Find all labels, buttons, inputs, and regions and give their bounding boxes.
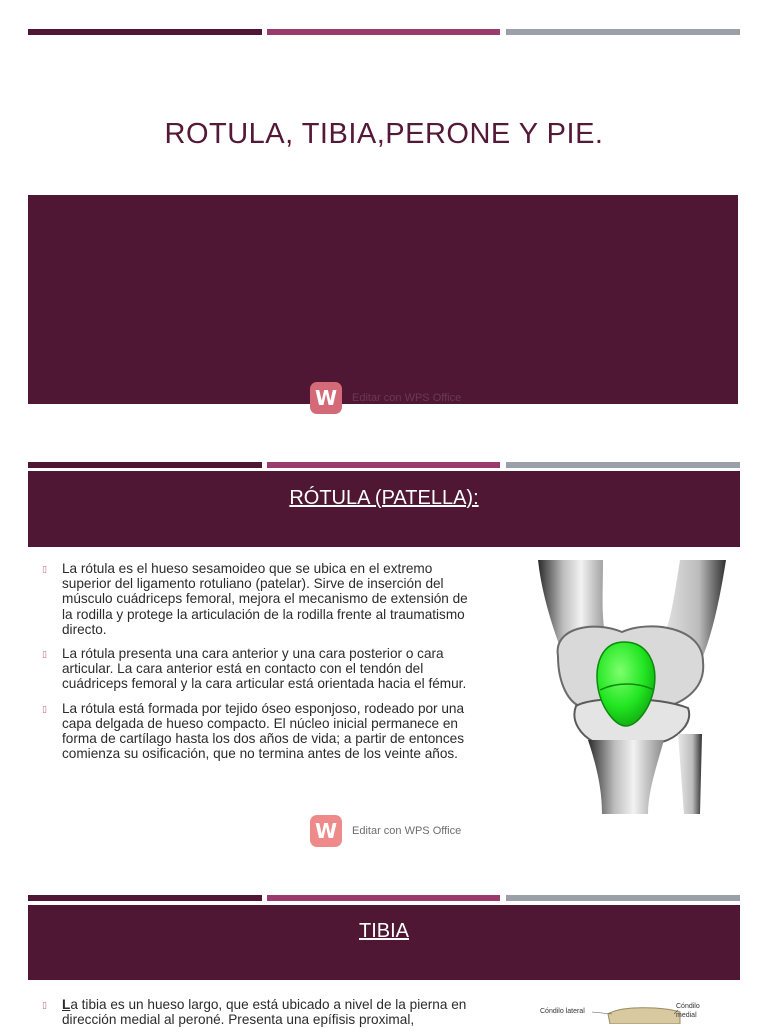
list-item — [28, 701, 468, 762]
bullet-text: a tibia es un hueso largo, que está ubicado a nivel de la pierna en dirección medial al peroné. Presenta una epífisis proximal, — [62, 997, 467, 1028]
wps-watermark-text: Editar con WPS Office — [352, 825, 462, 837]
list-item — [28, 646, 468, 692]
list-item — [28, 997, 468, 1027]
bullet-first-letter: L — [62, 997, 71, 1012]
wps-logo-icon: W — [310, 815, 342, 847]
decor-bar-magenta — [267, 462, 500, 468]
decor-bar-gray — [506, 29, 740, 35]
bullet-text: La rótula presenta una cara anterior y una cara posterior o cara articular. La cara anterior está en contacto con el tendón del cuádriceps femoral y la cara articular está orientada hacia el fémur. — [62, 646, 467, 692]
wps-logo-icon: W — [310, 382, 342, 414]
decor-bar-dark — [28, 29, 262, 35]
knee-patella-image — [498, 558, 750, 814]
decor-bar-gray — [506, 462, 740, 468]
bullet-icon: ▯ — [42, 649, 47, 660]
decor-bar-magenta — [267, 895, 500, 901]
bullet-text: La rótula es el hueso sesamoideo que se ubica en el extremo superior del ligamento rotuliano (patelar). Sirve de inserción del músculo cuádriceps femoral, mejora el mecanismo de extensión de la rodilla y protege la articulación de la rodilla frente al traumatismo directo. — [62, 561, 468, 637]
wps-watermark — [310, 382, 461, 414]
section-heading: RÓTULA (PATELLA): — [289, 487, 479, 509]
list-item — [28, 561, 468, 637]
label-condilo-medial-2: medial — [676, 1012, 697, 1019]
bullet-icon: ▯ — [42, 564, 47, 574]
label-condilo-lateral: Cóndilo lateral — [540, 1008, 585, 1015]
decor-bar-magenta — [267, 29, 500, 35]
bullet-text: La rótula está formada por tejido óseo esponjoso, rodeado por una capa delgada de hueso compacto. El núcleo inicial permanece en forma de cartílago hasta los dos años de vida; a partir de entonces comienza su osificación, que no termina antes de los veinte años. — [62, 700, 465, 762]
decor-bar-gray — [506, 895, 740, 901]
slide-title: ROTULA, TIBIA,PERONE Y PIE. — [164, 118, 604, 150]
bullet-icon: ▯ — [42, 703, 47, 714]
label-condilo-medial-1: Cóndilo — [676, 1003, 700, 1010]
bullet-icon: ▯ — [42, 1000, 47, 1010]
wps-watermark-text: Editar con WPS Office — [352, 392, 462, 404]
decor-bar-dark — [28, 462, 262, 468]
wps-watermark — [310, 815, 461, 847]
decor-bar-dark — [28, 895, 262, 901]
slide-maroon-panel — [28, 195, 738, 404]
bullet-list — [28, 997, 468, 1036]
bullet-list — [28, 561, 468, 770]
section-heading: TIBIA — [358, 920, 409, 942]
